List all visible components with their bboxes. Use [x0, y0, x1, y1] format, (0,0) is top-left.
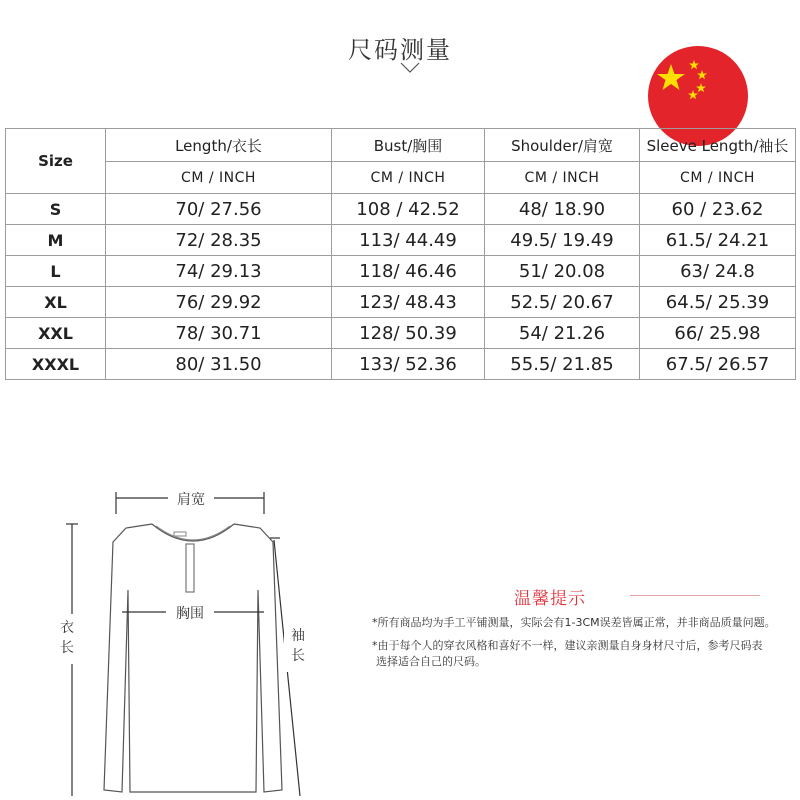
size-cell: XL	[6, 287, 106, 318]
chevron-down-icon	[400, 62, 420, 74]
tip-line: *由于每个人的穿衣风格和喜好不一样，建议亲测量自身身材尺寸后，参考尺码表	[372, 639, 763, 652]
length-label-2: 长	[60, 640, 74, 656]
shoulder-cell: 52.5/ 20.67	[485, 287, 640, 318]
size-cell: L	[6, 256, 106, 287]
tip-line: *所有商品均为手工平铺测量，实际会有1-3CM误差皆属正常，并非商品质量问题。	[372, 616, 776, 629]
sleeve-cell: 67.5/ 26.57	[640, 349, 796, 380]
unit-header: CM / INCH	[485, 162, 640, 194]
size-cell: M	[6, 225, 106, 256]
tip-line: 选择适合自己的尺码。	[376, 655, 486, 668]
bust-cell: 133/ 52.36	[332, 349, 485, 380]
length-cell: 76/ 29.92	[106, 287, 332, 318]
table-row	[6, 349, 796, 380]
shirt-icon	[104, 524, 282, 792]
length-cell: 74/ 29.13	[106, 256, 332, 287]
garment-measurement-diagram	[40, 480, 330, 798]
sleeve-cell: 60 / 23.62	[640, 194, 796, 225]
length-cell: 72/ 28.35	[106, 225, 332, 256]
table-header-row	[6, 129, 796, 162]
shoulder-cell: 54/ 21.26	[485, 318, 640, 349]
table-row	[6, 256, 796, 287]
table-row	[6, 225, 796, 256]
column-header-shoulder: Shoulder/肩宽	[485, 129, 640, 162]
bust-cell: 123/ 48.43	[332, 287, 485, 318]
bust-cell: 118/ 46.46	[332, 256, 485, 287]
shoulder-cell: 49.5/ 19.49	[485, 225, 640, 256]
column-header-bust: Bust/胸围	[332, 129, 485, 162]
size-cell: S	[6, 194, 106, 225]
sleeve-cell: 63/ 24.8	[640, 256, 796, 287]
shoulder-cell: 51/ 20.08	[485, 256, 640, 287]
bust-cell: 128/ 50.39	[332, 318, 485, 349]
size-chart-table	[5, 128, 796, 380]
length-cell: 78/ 30.71	[106, 318, 332, 349]
column-header-length: Length/衣长	[106, 129, 332, 162]
page-title: 尺码测量	[348, 36, 452, 64]
length-cell: 70/ 27.56	[106, 194, 332, 225]
size-cell: XXL	[6, 318, 106, 349]
column-header-sleeve: Sleeve Length/袖长	[640, 129, 796, 162]
table-row	[6, 194, 796, 225]
tips-title: 温馨提示	[470, 584, 630, 609]
unit-header: CM / INCH	[106, 162, 332, 194]
sleeve-label-2: 长	[291, 648, 305, 664]
sleeve-cell: 64.5/ 25.39	[640, 287, 796, 318]
shoulder-cell: 55.5/ 21.85	[485, 349, 640, 380]
shoulder-label: 肩宽	[177, 492, 205, 508]
table-row	[6, 287, 796, 318]
table-row	[6, 318, 796, 349]
unit-header: CM / INCH	[640, 162, 796, 194]
bust-cell: 108 / 42.52	[332, 194, 485, 225]
shoulder-cell: 48/ 18.90	[485, 194, 640, 225]
length-cell: 80/ 31.50	[106, 349, 332, 380]
unit-header-row	[6, 162, 796, 194]
bust-cell: 113/ 44.49	[332, 225, 485, 256]
sleeve-cell: 66/ 25.98	[640, 318, 796, 349]
unit-header: CM / INCH	[332, 162, 485, 194]
size-cell: XXXL	[6, 349, 106, 380]
bust-label: 胸围	[176, 606, 204, 622]
sleeve-cell: 61.5/ 24.21	[640, 225, 796, 256]
sleeve-label-1: 袖	[291, 628, 305, 644]
length-label-1: 衣	[60, 620, 74, 636]
size-header: Size	[6, 129, 106, 194]
